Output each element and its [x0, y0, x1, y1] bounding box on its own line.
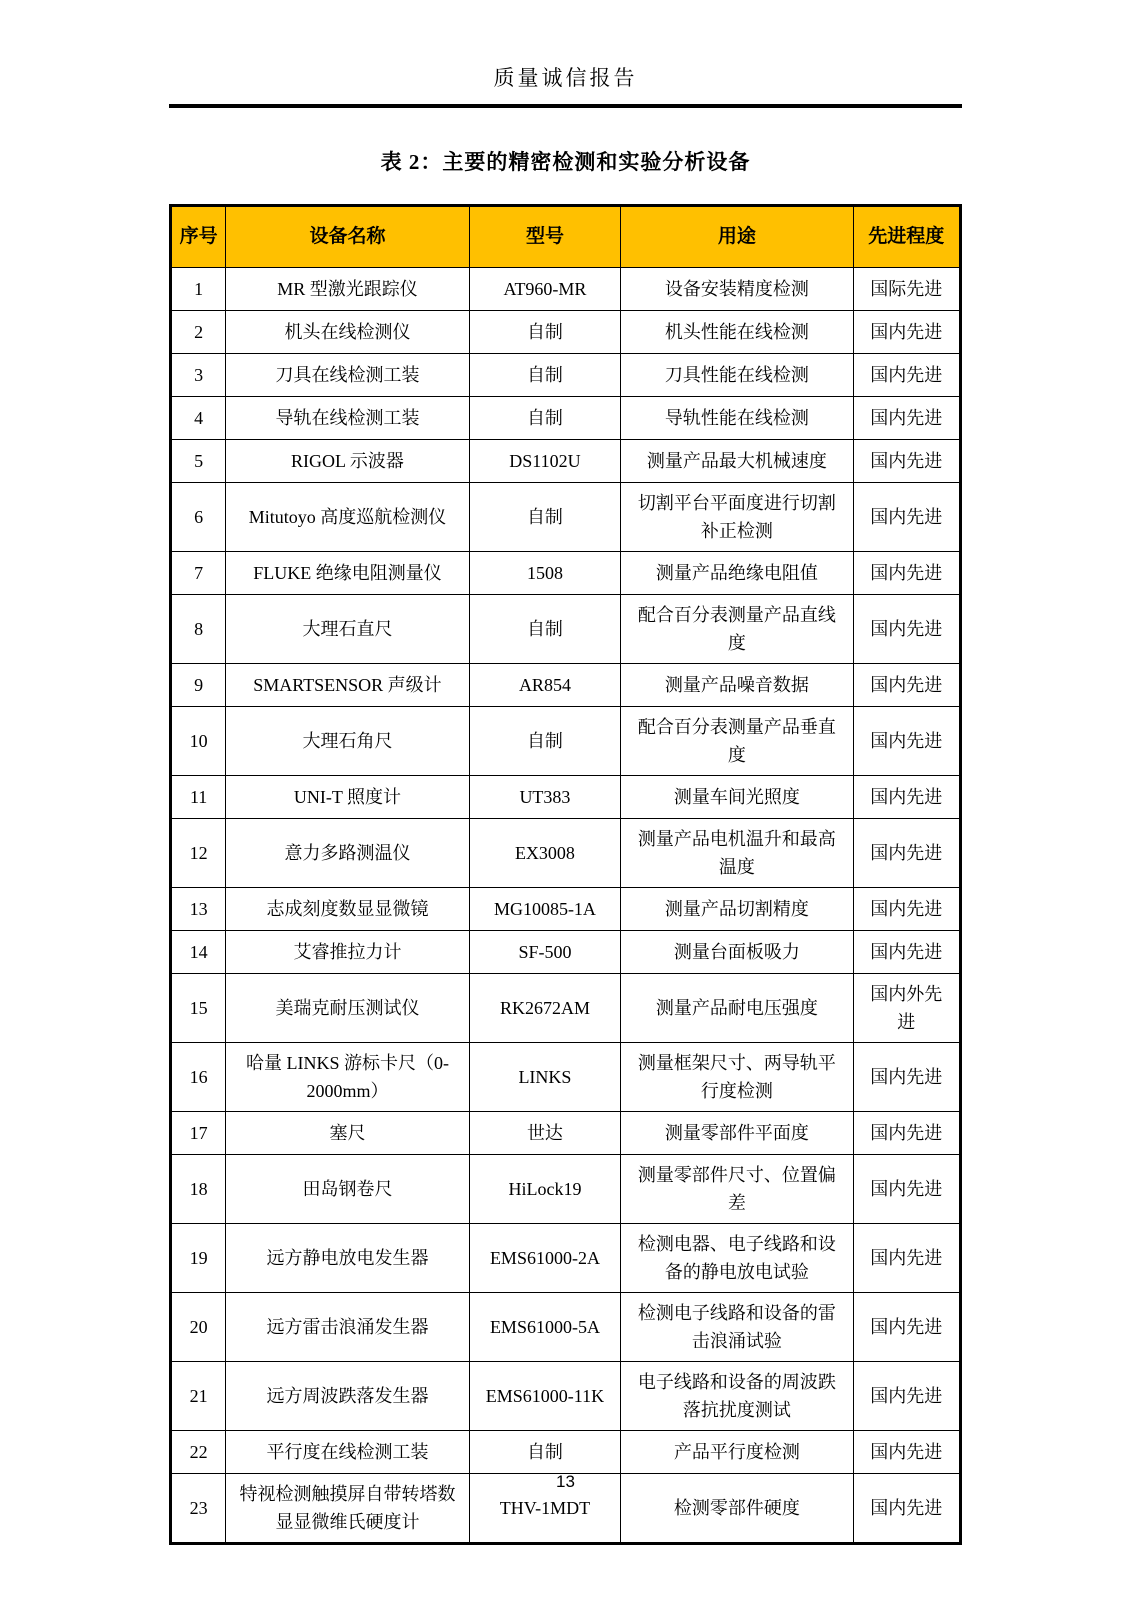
cell-use: 配合百分表测量产品直线度: [621, 595, 853, 664]
table-row: [171, 1362, 961, 1431]
cell-use: 测量产品耐电压强度: [621, 974, 853, 1043]
cell-use: 测量产品绝缘电阻值: [621, 552, 853, 595]
cell-use: 测量产品切割精度: [621, 888, 853, 931]
table-row: [171, 776, 961, 819]
cell-use: 测量零部件尺寸、位置偏差: [621, 1155, 853, 1224]
cell-level: 国内先进: [853, 707, 960, 776]
cell-no: 13: [171, 888, 226, 931]
cell-name: 远方周波跌落发生器: [226, 1362, 469, 1431]
cell-level: 国内先进: [853, 1293, 960, 1362]
cell-name: 意力多路测温仪: [226, 819, 469, 888]
cell-level: 国内先进: [853, 664, 960, 707]
cell-model: 自制: [469, 354, 621, 397]
cell-no: 17: [171, 1112, 226, 1155]
cell-model: 世达: [469, 1112, 621, 1155]
cell-name: 特视检测触摸屏自带转塔数显显微维氏硬度计: [226, 1474, 469, 1544]
cell-level: 国际先进: [853, 268, 960, 311]
cell-level: 国内先进: [853, 397, 960, 440]
cell-name: SMARTSENSOR 声级计: [226, 664, 469, 707]
cell-model: AT960-MR: [469, 268, 621, 311]
table-row: [171, 397, 961, 440]
cell-level: 国内先进: [853, 776, 960, 819]
cell-no: 8: [171, 595, 226, 664]
cell-name: Mitutoyo 高度巡航检测仪: [226, 483, 469, 552]
cell-model: 自制: [469, 397, 621, 440]
cell-no: 22: [171, 1431, 226, 1474]
cell-no: 21: [171, 1362, 226, 1431]
cell-level: 国内外先进: [853, 974, 960, 1043]
cell-no: 16: [171, 1043, 226, 1112]
cell-no: 23: [171, 1474, 226, 1544]
cell-name: 塞尺: [226, 1112, 469, 1155]
cell-use: 测量零部件平面度: [621, 1112, 853, 1155]
cell-model: THV-1MDT: [469, 1474, 621, 1544]
cell-name: 导轨在线检测工装: [226, 397, 469, 440]
cell-name: 平行度在线检测工装: [226, 1431, 469, 1474]
cell-name: 美瑞克耐压测试仪: [226, 974, 469, 1043]
cell-use: 测量产品电机温升和最高温度: [621, 819, 853, 888]
table-row: [171, 354, 961, 397]
column-header-use: 用途: [621, 206, 853, 268]
cell-use: 测量框架尺寸、两导轨平行度检测: [621, 1043, 853, 1112]
cell-no: 5: [171, 440, 226, 483]
cell-level: 国内先进: [853, 1043, 960, 1112]
cell-model: 自制: [469, 311, 621, 354]
table-row: [171, 1112, 961, 1155]
cell-model: HiLock19: [469, 1155, 621, 1224]
cell-level: 国内先进: [853, 354, 960, 397]
table-caption: 表 2：主要的精密检测和实验分析设备: [380, 150, 751, 174]
cell-no: 4: [171, 397, 226, 440]
cell-name: 大理石直尺: [226, 595, 469, 664]
page-title: 质量诚信报告: [493, 66, 638, 90]
table-row: [171, 1224, 961, 1293]
cell-model: RK2672AM: [469, 974, 621, 1043]
table-row: [171, 931, 961, 974]
cell-model: 自制: [469, 1431, 621, 1474]
cell-name: 远方雷击浪涌发生器: [226, 1293, 469, 1362]
cell-model: EMS61000-2A: [469, 1224, 621, 1293]
cell-level: 国内先进: [853, 819, 960, 888]
cell-level: 国内先进: [853, 931, 960, 974]
table-row: [171, 664, 961, 707]
cell-use: 测量产品最大机械速度: [621, 440, 853, 483]
cell-use: 测量产品噪音数据: [621, 664, 853, 707]
cell-name: FLUKE 绝缘电阻测量仪: [226, 552, 469, 595]
cell-name: 远方静电放电发生器: [226, 1224, 469, 1293]
table-row: [171, 1293, 961, 1362]
cell-name: 哈量 LINKS 游标卡尺（0-2000mm）: [226, 1043, 469, 1112]
cell-use: 产品平行度检测: [621, 1431, 853, 1474]
cell-no: 20: [171, 1293, 226, 1362]
table-row: [171, 268, 961, 311]
cell-level: 国内先进: [853, 888, 960, 931]
cell-level: 国内先进: [853, 595, 960, 664]
cell-no: 2: [171, 311, 226, 354]
cell-use: 测量台面板吸力: [621, 931, 853, 974]
cell-name: RIGOL 示波器: [226, 440, 469, 483]
table-row: [171, 440, 961, 483]
cell-no: 11: [171, 776, 226, 819]
table-row: [171, 311, 961, 354]
cell-no: 6: [171, 483, 226, 552]
cell-name: 志成刻度数显显微镜: [226, 888, 469, 931]
cell-level: 国内先进: [853, 552, 960, 595]
cell-use: 配合百分表测量产品垂直度: [621, 707, 853, 776]
equipment-table: [169, 204, 962, 1545]
cell-level: 国内先进: [853, 440, 960, 483]
cell-model: LINKS: [469, 1043, 621, 1112]
equipment-table-header: [171, 206, 961, 268]
header-row: [171, 206, 961, 268]
table-row: [171, 552, 961, 595]
cell-name: 艾睿推拉力计: [226, 931, 469, 974]
cell-no: 15: [171, 974, 226, 1043]
cell-model: UT383: [469, 776, 621, 819]
cell-level: 国内先进: [853, 1224, 960, 1293]
document-header: [169, 0, 962, 108]
cell-no: 14: [171, 931, 226, 974]
cell-name: UNI-T 照度计: [226, 776, 469, 819]
cell-model: 1508: [469, 552, 621, 595]
table-row: [171, 1431, 961, 1474]
page-number: 13: [556, 1472, 575, 1491]
cell-use: 设备安装精度检测: [621, 268, 853, 311]
cell-level: 国内先进: [853, 1431, 960, 1474]
equipment-table-body: [171, 268, 961, 1544]
cell-use: 机头性能在线检测: [621, 311, 853, 354]
cell-use: 检测电器、电子线路和设备的静电放电试验: [621, 1224, 853, 1293]
cell-name: 田岛钢卷尺: [226, 1155, 469, 1224]
cell-model: SF-500: [469, 931, 621, 974]
cell-model: 自制: [469, 483, 621, 552]
cell-no: 3: [171, 354, 226, 397]
table-row: [171, 974, 961, 1043]
table-row: [171, 707, 961, 776]
cell-model: DS1102U: [469, 440, 621, 483]
cell-model: MG10085-1A: [469, 888, 621, 931]
column-header-name: 设备名称: [226, 206, 469, 268]
column-header-model: 型号: [469, 206, 621, 268]
table-row: [171, 1043, 961, 1112]
cell-no: 1: [171, 268, 226, 311]
cell-level: 国内先进: [853, 1474, 960, 1544]
cell-no: 10: [171, 707, 226, 776]
table-row: [171, 595, 961, 664]
column-header-level: 先进程度: [853, 206, 960, 268]
cell-no: 19: [171, 1224, 226, 1293]
cell-name: MR 型激光跟踪仪: [226, 268, 469, 311]
cell-no: 7: [171, 552, 226, 595]
table-row: [171, 1155, 961, 1224]
cell-model: 自制: [469, 595, 621, 664]
cell-use: 刀具性能在线检测: [621, 354, 853, 397]
cell-level: 国内先进: [853, 1155, 960, 1224]
cell-name: 机头在线检测仪: [226, 311, 469, 354]
cell-name: 大理石角尺: [226, 707, 469, 776]
cell-no: 9: [171, 664, 226, 707]
cell-model: EX3008: [469, 819, 621, 888]
cell-name: 刀具在线检测工装: [226, 354, 469, 397]
cell-no: 18: [171, 1155, 226, 1224]
cell-use: 检测零部件硬度: [621, 1474, 853, 1544]
cell-use: 测量车间光照度: [621, 776, 853, 819]
cell-level: 国内先进: [853, 483, 960, 552]
table-row: [171, 483, 961, 552]
cell-model: EMS61000-11K: [469, 1362, 621, 1431]
table-row: [171, 819, 961, 888]
cell-no: 12: [171, 819, 226, 888]
cell-use: 切割平台平面度进行切割补正检测: [621, 483, 853, 552]
cell-use: 电子线路和设备的周波跌落抗扰度测试: [621, 1362, 853, 1431]
cell-level: 国内先进: [853, 311, 960, 354]
cell-level: 国内先进: [853, 1362, 960, 1431]
cell-model: EMS61000-5A: [469, 1293, 621, 1362]
cell-level: 国内先进: [853, 1112, 960, 1155]
cell-use: 检测电子线路和设备的雷击浪涌试验: [621, 1293, 853, 1362]
cell-use: 导轨性能在线检测: [621, 397, 853, 440]
cell-model: AR854: [469, 664, 621, 707]
table-row: [171, 888, 961, 931]
cell-model: 自制: [469, 707, 621, 776]
column-header-no: 序号: [171, 206, 226, 268]
